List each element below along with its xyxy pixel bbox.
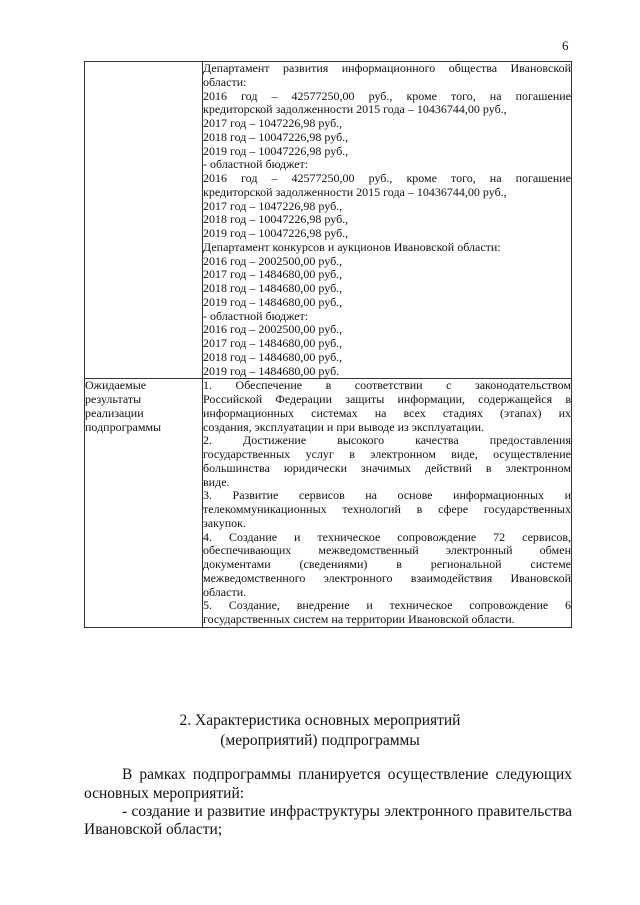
funding-line: - областной бюджет: [203, 308, 309, 323]
funding-line: кредиторской задолженности 2015 года – 10436744,00 руб., [203, 184, 507, 199]
results-label-line: Ожидаемые [85, 378, 147, 393]
section-heading-line1: 2. Характеристика основных мероприятий [179, 712, 461, 729]
results-label-line: реализации [85, 405, 144, 420]
page-number: 6 [562, 38, 569, 53]
section-heading-line2: (мероприятий) подпрограммы [220, 732, 420, 749]
result-line: государственных услуг в электронном виде, осуществление [203, 447, 571, 461]
funding-line: 2016 год – 42577250,00 руб., кроме того, на погашение [203, 88, 571, 103]
paragraph-line: В рамках подпрограммы планируется осуществление следующих [122, 766, 572, 783]
funding-row [85, 62, 572, 379]
funding-line: 2016 год – 2002500,00 руб., [203, 253, 343, 268]
funding-line: 2017 год – 1047226,98 руб., [203, 116, 343, 130]
funding-line: 2019 год – 1484680,00 руб., [203, 294, 343, 309]
results-label-line: результаты [85, 392, 142, 406]
funding-line: 2018 год – 1484680,00 руб., [203, 281, 343, 295]
result-line: Российской Федерации защиты информации, содержащейся в [203, 392, 571, 406]
result-line: закупок. [203, 515, 246, 530]
result-line: документами (сведениями) в региональной системе [203, 557, 571, 571]
funding-line: Департамент развития информационного общества Ивановской [203, 61, 571, 75]
result-line: 5. Создание, внедрение и техническое сопровождение 6 [203, 598, 571, 613]
funding-lines [203, 62, 571, 378]
results-lines [203, 379, 571, 627]
passport-table [84, 61, 572, 628]
result-line: области. [203, 584, 247, 599]
paragraph-line: основных мероприятий: [84, 785, 245, 802]
result-line: телекоммуникационных технологий в сфере государственных [203, 502, 571, 516]
result-line: большинства юридически значимых действий в электронном [203, 460, 571, 475]
result-line: обеспечивающих межведомственный электронный обмен [203, 543, 571, 558]
funding-line: 2017 год – 1484680,00 руб., [203, 336, 343, 350]
result-line: 3. Развитие сервисов на основе информационных и [203, 488, 571, 503]
funding-line: 2018 год – 1484680,00 руб., [203, 349, 343, 364]
paragraph-line: Ивановской области; [84, 821, 223, 838]
funding-line: 2019 год – 10047226,98 руб., [203, 143, 349, 158]
funding-line: 2016 год – 2002500,00 руб., [203, 322, 343, 337]
paragraph-line: - создание и развитие инфраструктуры электронного правительства [122, 803, 572, 820]
funding-line: 2019 год – 1484680,00 руб. [203, 363, 340, 378]
result-line: 2. Достижение высокого качества предоставления [203, 433, 571, 448]
results-content-cell [203, 379, 572, 628]
funding-line: 2016 год – 42577250,00 руб., кроме того, на погашение [203, 171, 571, 185]
funding-line: кредиторской задолженности 2015 года – 10436744,00 руб., [203, 102, 507, 117]
results-label-line: подпрограммы [85, 419, 162, 434]
results-label-cell [85, 379, 203, 628]
funding-line: 2017 год – 1047226,98 руб., [203, 198, 343, 213]
funding-line: Департамент конкурсов и аукционов Ивановской области: [203, 239, 501, 254]
funding-line: 2017 год – 1484680,00 руб., [203, 267, 343, 282]
funding-line: 2018 год – 10047226,98 руб., [203, 212, 349, 227]
funding-line: области: [203, 74, 247, 89]
funding-line: 2019 год – 10047226,98 руб., [203, 226, 349, 240]
result-line: информационных системах на всех стадиях (этапах) их [203, 405, 571, 420]
result-line: создания, эксплуатации и при выводе из эксплуатации. [203, 419, 484, 434]
funding-line: - областной бюджет: [203, 157, 309, 172]
result-line: 1. Обеспечение в соответствии с законодательством [203, 378, 571, 393]
results-row [85, 379, 572, 628]
result-line: виде. [203, 474, 230, 489]
result-line: 4. Создание и техническое сопровождение 72 сервисов, [203, 529, 571, 544]
funding-label-cell [85, 62, 203, 379]
funding-line: 2018 год – 10047226,98 руб., [203, 129, 349, 144]
result-line: государственных систем на территории Ивановской области. [203, 612, 515, 626]
funding-content-cell [203, 62, 572, 379]
result-line: межведомственного электронного взаимодействия Ивановской [203, 570, 571, 585]
